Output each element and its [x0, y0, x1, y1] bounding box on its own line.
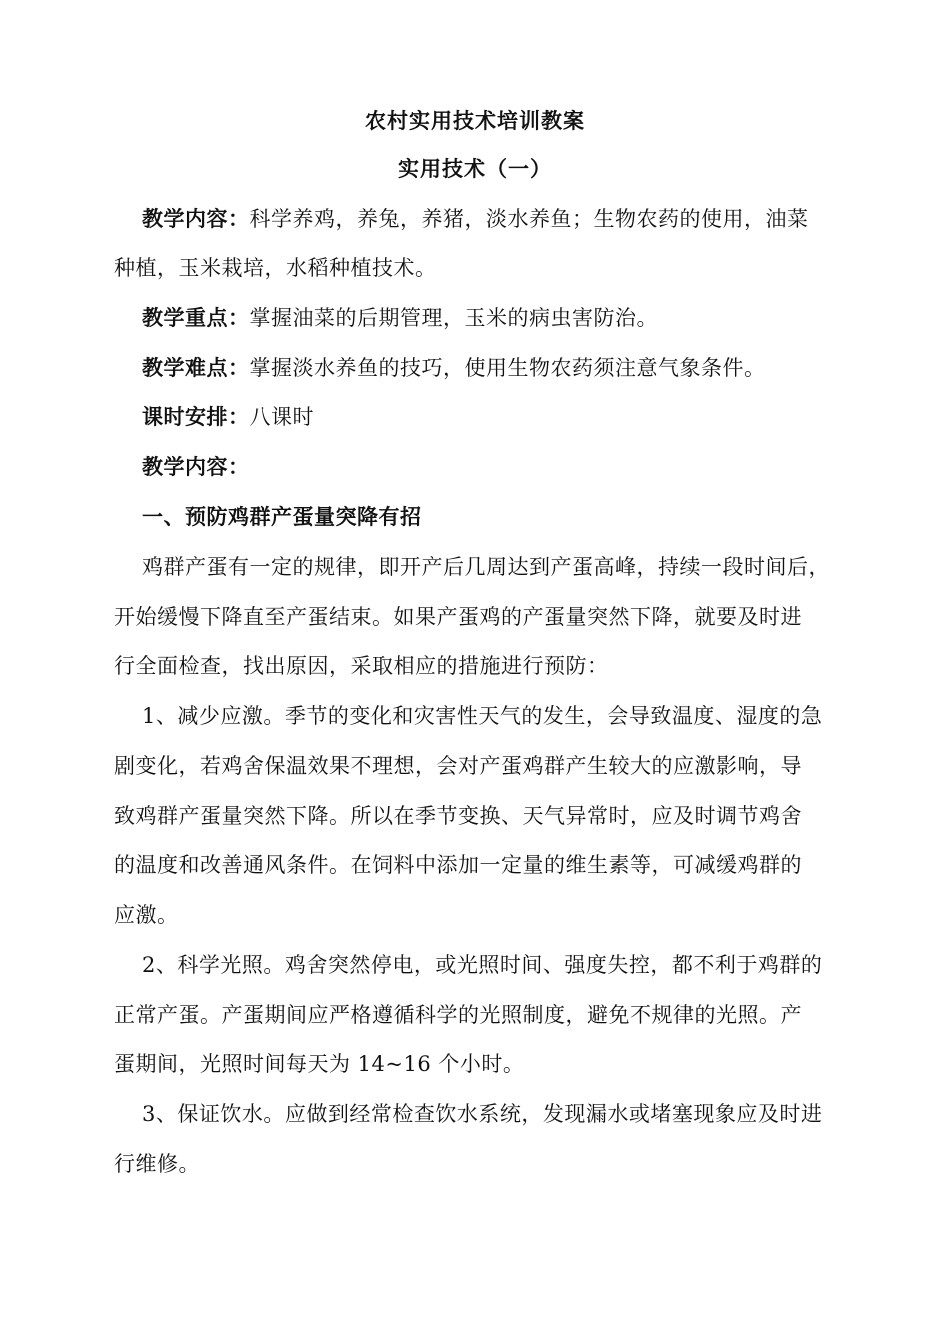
item3-line-2: 行维修。 [114, 1152, 200, 1176]
item2-line-1: 2、科学光照。鸡舍突然停电，或光照时间、强度失控，都不利于鸡群的 [142, 953, 823, 977]
teaching-content-text: 科学养鸡，养兔，养猪，淡水养鱼；生物农药的使用，油菜 [249, 207, 809, 231]
difficulties-label: 教学难点： [142, 355, 250, 380]
item1-line-2: 剧变化，若鸡舍保温效果不理想，会对产蛋鸡群产生较大的应激影响，导 [114, 754, 802, 778]
intro-line-3: 行全面检查，找出原因，采取相应的措施进行预防： [114, 654, 609, 678]
teaching-content-line-2: 种植，玉米栽培，水稻种植技术。 [114, 256, 437, 280]
item2-line-2: 正常产蛋。产蛋期间应严格遵循科学的光照制度，避免不规律的光照。产 [114, 1003, 802, 1027]
document-subtitle: 实用技术（一） [398, 156, 552, 181]
teaching-content-label: 教学内容： [142, 206, 250, 231]
item1-line-5: 应激。 [114, 903, 179, 927]
section1-heading: 一、预防鸡群产蛋量突降有招 [142, 504, 422, 529]
document-title: 农村实用技术培训教案 [365, 108, 585, 133]
key-points-label: 教学重点： [142, 305, 250, 330]
intro-line-2: 开始缓慢下降直至产蛋结束。如果产蛋鸡的产蛋量突然下降，就要及时进 [114, 605, 802, 629]
teaching-content-line [142, 204, 882, 234]
schedule-text: 八课时 [249, 405, 314, 429]
difficulties-line [142, 353, 882, 383]
item3-line-1: 3、保证饮水。应做到经常检查饮水系统，发现漏水或堵塞现象应及时进 [142, 1102, 823, 1126]
item1-line-4: 的温度和改善通风条件。在饲料中添加一定量的维生素等，可减缓鸡群的 [114, 853, 802, 877]
item1-line-3: 致鸡群产蛋量突然下降。所以在季节变换、天气异常时，应及时调节鸡舍 [114, 804, 802, 828]
difficulties-text: 掌握淡水养鱼的技巧，使用生物农药须注意气象条件。 [249, 356, 766, 380]
item2-line-3: 蛋期间，光照时间每天为 14~16 个小时。 [114, 1052, 525, 1076]
intro-line-1: 鸡群产蛋有一定的规律，即开产后几周达到产蛋高峰，持续一段时间后， [142, 555, 830, 579]
key-points-text: 掌握油菜的后期管理，玉米的病虫害防治。 [249, 306, 658, 330]
schedule-line [142, 402, 882, 432]
content-heading: 教学内容： [142, 454, 250, 479]
key-points-line [142, 303, 882, 333]
schedule-label: 课时安排： [142, 404, 250, 429]
item1-line-1: 1、减少应激。季节的变化和灾害性天气的发生，会导致温度、湿度的急 [142, 704, 823, 728]
